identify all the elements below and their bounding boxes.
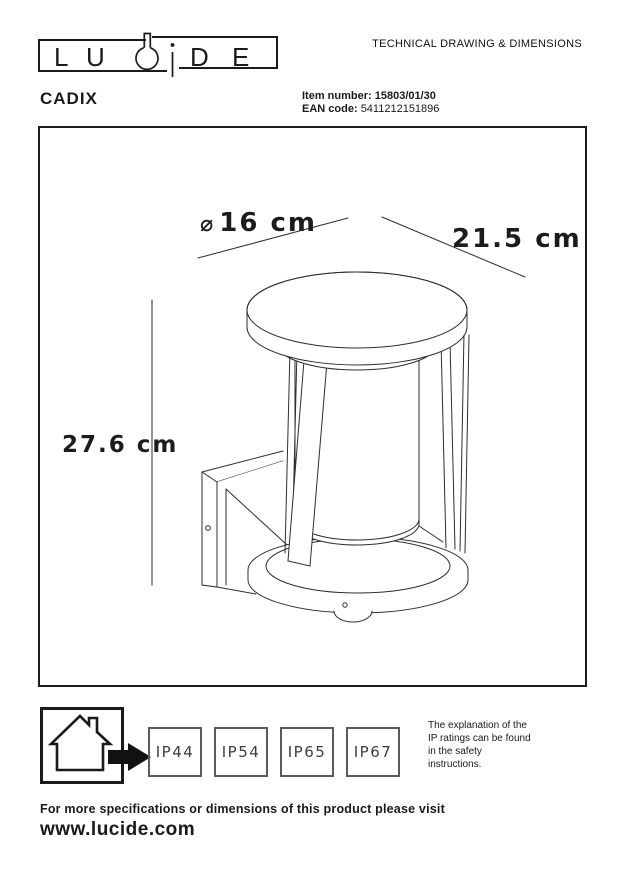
ean-line xyxy=(302,103,439,115)
ip-note-line: instructions. xyxy=(428,759,482,770)
product-name: CADIX xyxy=(40,89,98,108)
top-lid xyxy=(247,272,467,365)
item-number-label: Item number: xyxy=(302,90,372,102)
ip-rating-box-ip65: IP65 xyxy=(280,727,334,777)
website-url: www.lucide.com xyxy=(40,819,196,840)
house-outline xyxy=(51,716,110,770)
more-specifications-note: For more specifications or dimensions of this product please visit xyxy=(40,802,445,816)
ean-label: EAN code: xyxy=(302,103,358,115)
ean-value: 5411212151896 xyxy=(360,103,440,115)
ip-note-line: The explanation of the xyxy=(428,720,527,731)
logo-letter-d: D xyxy=(190,42,209,72)
dim-height-label: 27.6 cm xyxy=(62,432,179,458)
technical-drawing-frame xyxy=(38,126,587,687)
ip-ratings-note xyxy=(428,719,558,771)
ip-note-line: in the safety xyxy=(428,746,482,757)
base-ring xyxy=(248,537,468,613)
dim-diameter-label: ⌀ 16 cm xyxy=(200,208,317,238)
logo-letter-e: E xyxy=(232,42,250,72)
doc-title: TECHNICAL DRAWING & DIMENSIONS xyxy=(372,38,582,50)
arrow-right-icon xyxy=(108,743,151,771)
ip-note-line: IP ratings can be found xyxy=(428,733,531,744)
indoor-use-house-icon xyxy=(40,707,152,785)
ip-rating-box-ip67: IP67 xyxy=(346,727,400,777)
logo-letter-c-glyph xyxy=(136,48,158,69)
lamp-technical-drawing xyxy=(38,126,587,687)
logo-letter-l: L xyxy=(54,42,69,72)
logo-letter-u: U xyxy=(86,42,105,72)
item-number-line xyxy=(302,90,436,102)
ip-rating-box-ip54: IP54 xyxy=(214,727,268,777)
item-number-value: 15803/01/30 xyxy=(374,90,436,102)
ip-rating-box-ip44: IP44 xyxy=(148,727,202,777)
dim-depth-label: 21.5 cm xyxy=(452,224,582,254)
